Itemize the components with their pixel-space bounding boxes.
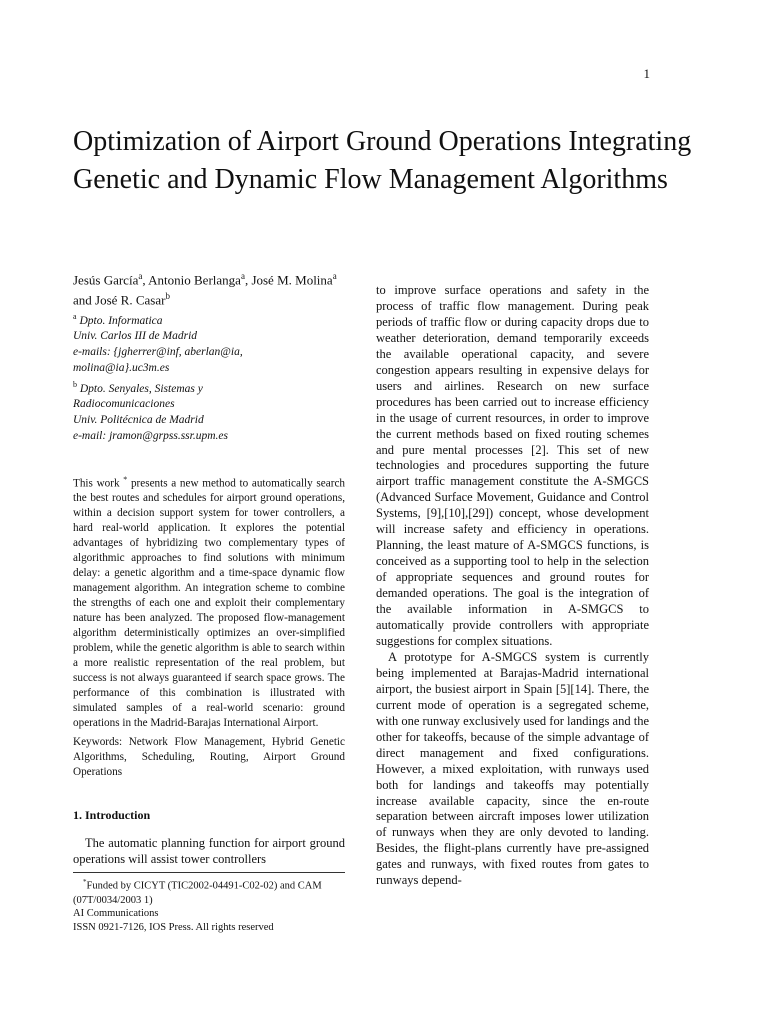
affiliation-line: e-mail: jramon@grpss.ssr.upm.es: [73, 429, 228, 442]
footnote: [73, 875, 345, 908]
author-name: Antonio Berlanga: [148, 272, 241, 288]
affiliation-mark: a: [240, 271, 245, 281]
author-name: Jesús García: [73, 272, 139, 288]
affiliation-line: molina@ia}.uc3m.es: [73, 361, 170, 374]
affiliation-dept: Dpto. Informatica: [79, 314, 163, 327]
journal-info: [73, 907, 274, 935]
footnote-text: Funded by CICYT (TIC2002-04491-C02-02) and CAM (07T/0034/2003 1): [73, 880, 322, 906]
footnote-mark: *: [83, 878, 87, 887]
affiliations: [73, 309, 345, 445]
left-column: [73, 268, 345, 908]
journal-name: AI Communications: [73, 908, 159, 919]
abstract-text: presents a new method to automatically search the best routes and schedules for airport ground operations, within a decision support system for tower controllers, a hard real-world application. It explores the potential advantages of hybridizing two complementary types of algorithmic approaches to find solutions with minimum delay: a genetic algorithm and a time-space dynamic flow management algorithm. An integration scheme to combine the strengths of each one and exploit their complementary nature has been analyzed. The proposed flow-management algorithm deterministically optimizes an over-simplified problem, while the genetic algorithm is able to search within a more realistic representation of the real problem, but success is not always guaranteed if search space grows. The performance of this combination is illustrated with simulated samples of a real-world scenario: ground operations in the Madrid-Barajas International Airport.: [73, 477, 346, 730]
author-list: Jesús García$^a$, Antonio Berlanga$^a$, José M. Molina$^a$ and José R. Casar$^b$: [73, 271, 337, 308]
intro-paragraph: The automatic planning function for airport ground operations will assist tower controllers: [73, 836, 345, 867]
right-column: [376, 283, 649, 889]
affiliation-line: [73, 309, 345, 330]
affiliation-mark: a: [73, 311, 77, 321]
affiliation-line: Radiocomunicaciones: [73, 398, 175, 411]
body-paragraph: A prototype for A-SMGCS system is currently being implemented at Barajas-Madrid international airport, the busiest airport in Spain [5][14]. There, the current mode of operation is a segregated scheme, with one runway exclusively used for landings and the other for takeoffs, because of the simple advantage of direct management and fixed configurations. However, a mixed exploitation, with runways used both for landings and takeoffs may potentially increase available capacity, since the en-route separation between aircraft imposes lower utilization of runways when they are only devoted to landing. Besides, the flight-plans currently have pre-assigned gates and runways, with fixed routes from gates to runways depend-: [376, 649, 649, 888]
author-name: José M. Molina: [251, 272, 333, 288]
footnote-mark: *: [123, 474, 128, 484]
section-heading: 1. Introduction: [73, 808, 151, 823]
page-number: 1: [643, 66, 650, 81]
paper-title: Optimization of Airport Ground Operations Integrating Genetic and Dynamic Flow Management Algorithms: [73, 126, 692, 195]
affiliation-line: [73, 377, 345, 398]
affiliation-dept: Dpto. Senyales, Sistemas y: [79, 382, 203, 395]
affiliation-line: Univ. Politécnica de Madrid: [73, 414, 204, 427]
affiliation-line: Univ. Carlos III de Madrid: [73, 330, 198, 343]
keywords: Keywords: Network Flow Management, Hybrid Genetic Algorithms, Scheduling, Routing, Airport Ground Operations: [73, 736, 345, 779]
footnote-rule: [73, 872, 345, 873]
journal-issn: ISSN 0921-7126, IOS Press. All rights reserved: [73, 922, 274, 933]
affiliation-mark: b: [73, 379, 77, 389]
body-paragraph: to improve surface operations and safety in the process of traffic flow management. During peak periods of traffic flow or during capacity drops due to weather deterioration, demand temporarily exceeds the available operational capacity, and severe congestion appears resulting in expensive delays for users and airlines. Research on new surface procedures has been carried out to increase efficiency in the usage of current resources, in order to improve the current methods based on fixed routing schemes and pure mental processes [2]. This set of new technologies and procedures supporting the future airport traffic management constitute the A-SMGCS (Advanced Surface Movement, Guidance and Control Systems, [9],[10],[29]) concept, whose development will increase safety and efficiency in operations. Planning, the least mature of A-SMGCS functions, is conceived as a supporting tool to help in the selection of appropriate sequences and ground routes for demanded operations. The goal is the integration of the available information in A-SMGCS to automatically provide controllers with appropriate suggestions for complex situations.: [376, 283, 649, 648]
affiliation-mark: a: [138, 271, 143, 281]
abstract-lead: This work: [73, 477, 120, 490]
abstract: [73, 472, 345, 732]
affiliation-mark: b: [165, 291, 170, 302]
affiliation-line: e-mails: {jgherrer@inf, aberlan@ia,: [73, 346, 243, 359]
author-name: José R. Casar: [95, 292, 166, 308]
affiliation-mark: a: [332, 271, 337, 281]
